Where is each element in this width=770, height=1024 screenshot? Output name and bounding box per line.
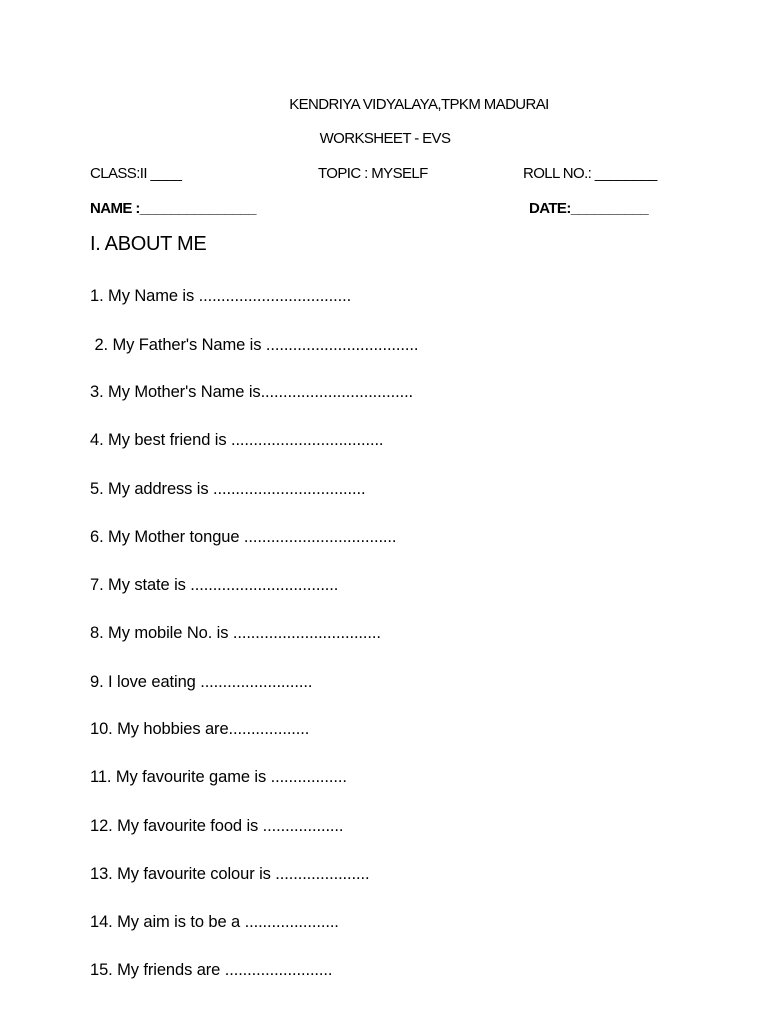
date-field: DATE:__________ bbox=[529, 200, 649, 217]
question-8: 8. My mobile No. is ................................. bbox=[90, 624, 381, 642]
question-13: 13. My favourite colour is ..................... bbox=[90, 865, 370, 883]
question-1: 1. My Name is .................................. bbox=[90, 287, 352, 305]
question-3: 3. My Mother's Name is.................................. bbox=[90, 383, 414, 401]
school-name: KENDRIYA VIDYALAYA,TPKM MADURAI bbox=[289, 96, 549, 113]
question-5: 5. My address is .................................. bbox=[90, 480, 366, 498]
topic-label: TOPIC : MYSELF bbox=[318, 165, 428, 182]
question-6: 6. My Mother tongue .................................. bbox=[90, 528, 397, 546]
question-9: 9. I love eating ......................... bbox=[90, 673, 313, 691]
class-field: CLASS:II ____ bbox=[90, 165, 182, 182]
question-12: 12. My favourite food is .................. bbox=[90, 817, 344, 835]
section-title: I. ABOUT ME bbox=[90, 233, 207, 255]
question-10: 10. My hobbies are.................. bbox=[90, 720, 310, 738]
question-14: 14. My aim is to be a ..................... bbox=[90, 913, 339, 931]
question-2: 2. My Father's Name is .................................. bbox=[90, 336, 419, 354]
roll-number-field: ROLL NO.: ________ bbox=[523, 165, 657, 182]
question-4: 4. My best friend is .................................. bbox=[90, 431, 384, 449]
question-7: 7. My state is ................................. bbox=[90, 576, 339, 594]
question-11: 11. My favourite game is ................. bbox=[90, 768, 347, 786]
name-field: NAME :_______________ bbox=[90, 200, 256, 217]
worksheet-title: WORKSHEET - EVS bbox=[319, 130, 451, 147]
question-15: 15. My friends are ........................ bbox=[90, 961, 333, 979]
